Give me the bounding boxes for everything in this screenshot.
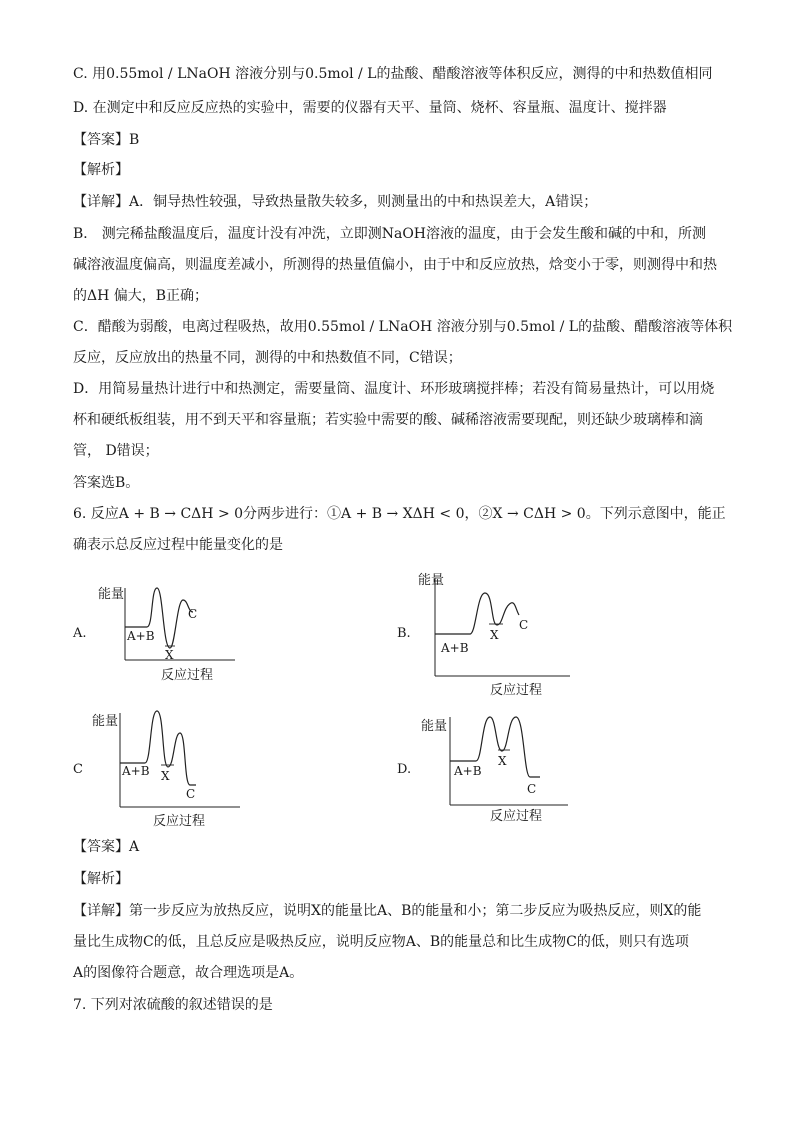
y-axis-label: 能量 xyxy=(418,573,445,588)
product-label: C xyxy=(519,618,529,632)
answer-6-label: 【答案】A xyxy=(73,839,140,855)
detail-c-1: C．醋酸为弱酸，电离过程吸热，故用0.55mol / LNaOH 溶液分别与0.5mol / L的盐酸、醋酸溶液等体积 xyxy=(73,319,733,335)
question-6-line-2: 确表示总反应过程中能量变化的是 xyxy=(73,537,283,553)
x-axis-label: 反应过程 xyxy=(161,668,214,683)
option-c-text: C. 用0.55mol / LNaOH 溶液分别与0.5mol / L的盐酸、醋酸溶液等体积反应，测得的中和热数值相同 xyxy=(73,66,713,82)
reactant-label: A+B xyxy=(454,764,482,778)
option-d-text: D. 在测定中和反应反应热的实验中，需要的仪器有天平、量筒、烧杯、容量瓶、温度计、搅拌器 xyxy=(73,100,667,116)
energy-diagram-d xyxy=(418,705,583,830)
intermediate-label: X xyxy=(490,628,499,642)
question-7: 7. 下列对浓硫酸的叙述错误的是 xyxy=(73,997,273,1013)
option-b-label: B. xyxy=(397,626,411,641)
intermediate-label: X xyxy=(161,769,170,783)
intermediate-label: X xyxy=(165,648,174,662)
detail-6-1: 【详解】第一步反应为放热反应，说明X的能量比A、B的能量和小；第二步反应为吸热反应，则X的能 xyxy=(73,903,702,919)
x-axis-label: 反应过程 xyxy=(490,683,543,698)
detail-b-1: B． 测完稀盐酸温度后，温度计没有冲洗，立即测NaOH溶液的温度，由于会发生酸和碱的中和，所测 xyxy=(73,226,707,242)
y-axis-label: 能量 xyxy=(421,719,448,734)
option-c-label: C xyxy=(73,762,83,777)
energy-diagram-c xyxy=(90,705,250,830)
question-6-line-1: 6. 反应A + B → CΔH > 0分两步进行：①A + B → XΔH < 0，②X → CΔH > 0。下列示意图中，能正 xyxy=(73,506,726,522)
option-a-label: A. xyxy=(73,626,87,641)
option-d-label: D. xyxy=(397,762,412,777)
x-axis-label: 反应过程 xyxy=(153,814,206,829)
detail-b-3: 的ΔH 偏大，B正确； xyxy=(73,288,209,304)
detail-d-1: D．用简易量热计进行中和热测定，需要量筒、温度计、环形玻璃搅拌棒；若没有简易量热计，可以用烧 xyxy=(73,381,715,397)
detail-c-2: 反应，反应放出的热量不同，测得的中和热数值不同，C错误； xyxy=(73,350,462,366)
energy-diagram-a xyxy=(95,580,245,685)
reactant-label: A+B xyxy=(122,764,150,778)
reactant-label: A+B xyxy=(441,641,469,655)
analysis-label: 【解析】 xyxy=(73,162,129,178)
analysis-6-label: 【解析】 xyxy=(73,871,129,887)
detail-b-2: 碱溶液温度偏高，则温度差减小，所测得的热量值偏小，由于中和反应放热，焓变小于零，则测得中和热 xyxy=(73,257,717,273)
energy-diagram-b xyxy=(415,570,580,700)
y-axis-label: 能量 xyxy=(98,587,125,602)
answer-choice: 答案选B。 xyxy=(73,475,140,491)
detail-d-2: 杯和硬纸板组装，用不到天平和容量瓶；若实验中需要的酸、碱稀溶液需要现配，则还缺少玻璃棒和滴 xyxy=(73,412,703,428)
detail-6-2: 量比生成物C的低，且总反应是吸热反应，说明反应物A、B的能量总和比生成物C的低，则只有选项 xyxy=(73,934,689,950)
x-axis-label: 反应过程 xyxy=(490,809,543,824)
answer-label: 【答案】B xyxy=(73,132,140,148)
product-label: C xyxy=(188,607,198,621)
detail-6-3: A的图像符合题意，故合理选项是A。 xyxy=(73,965,304,981)
detail-a: 【详解】A．铜导热性较强，导致热量散失较多，则测量出的中和热误差大，A错误； xyxy=(73,194,598,210)
product-label: C xyxy=(527,782,537,796)
intermediate-label: X xyxy=(498,754,507,768)
reactant-label: A+B xyxy=(127,629,155,643)
detail-d-3: 管， D错误； xyxy=(73,443,159,459)
y-axis-label: 能量 xyxy=(92,714,119,729)
product-label: C xyxy=(186,787,196,801)
